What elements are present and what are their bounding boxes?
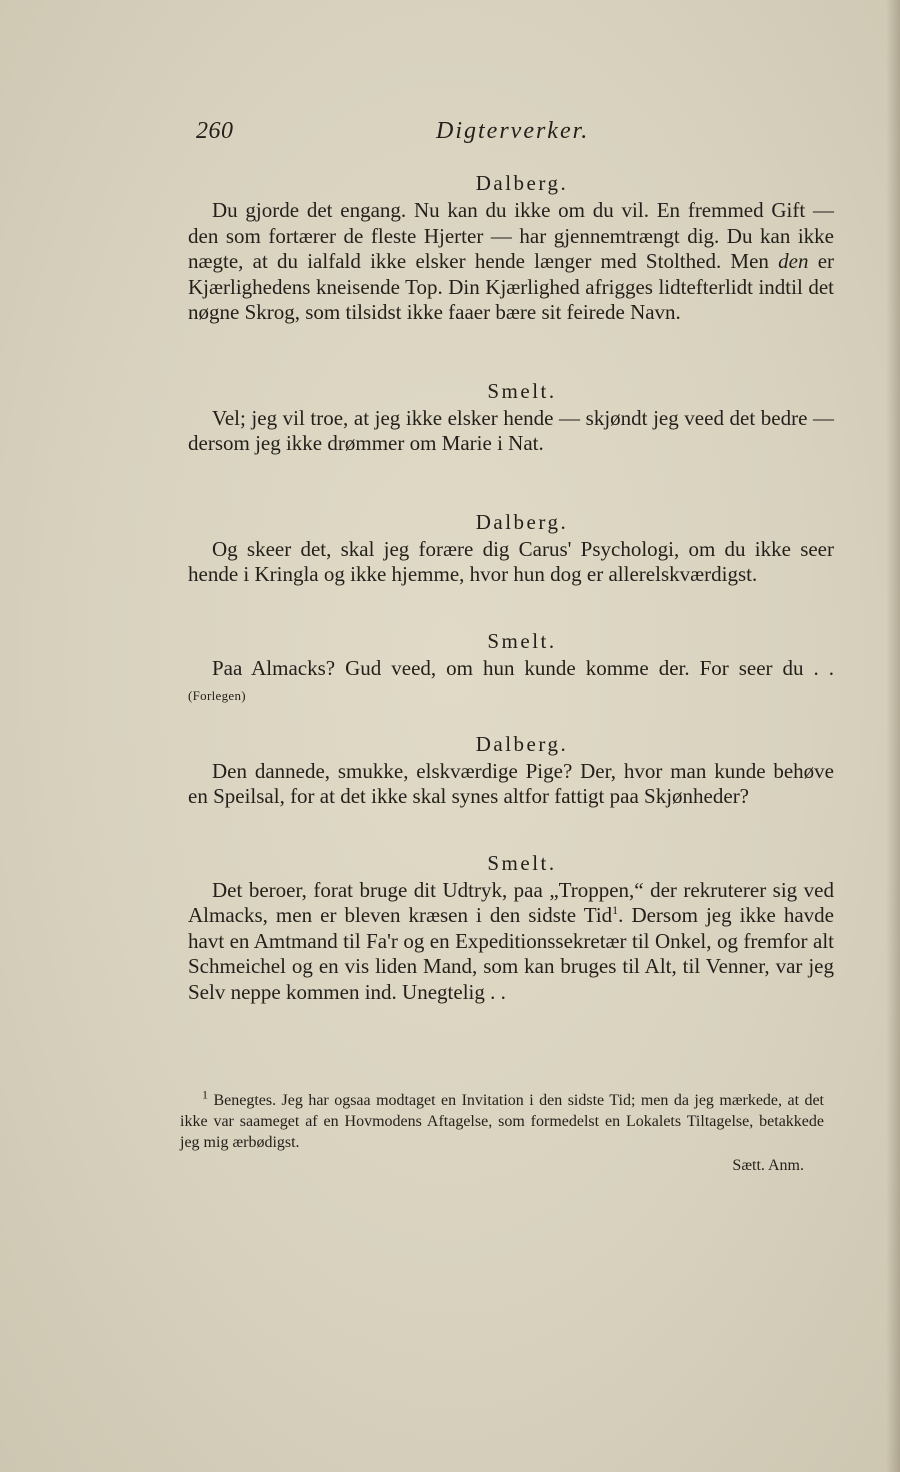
page-edge-shadow [886,0,900,1472]
footnote [180,1087,825,1176]
speech-text: Den dannede, smukke, elskværdige Pige? Der, hvor man kunde behøve en Speilsal, for at det ikke skal synes altfor fattigt paa Skjønheder? [188,758,834,808]
speaker-name: Smelt. [487,850,557,875]
footnote-reference[interactable]: 1 [612,903,619,917]
running-header [196,118,836,152]
speaker-name: Smelt. [487,378,557,403]
speech-text: Paa Almacks? Gud veed, om hun kunde komme der. For seer du . . (Forlegen) [188,655,834,703]
dialogue-block [188,729,834,810]
dialogue-block [188,168,834,326]
footnote-signature: Sætt. Anm. [732,1157,804,1174]
speaker-name: Smelt. [487,628,557,653]
speaker-name: Dalberg. [475,171,569,195]
speech-text: Og skeer det, skal jeg forære dig Carus' Psychologi, om du ikke seer hende i Kringla og ikke hjemme, hvor hun dog er allerelskværdigst. [188,536,834,586]
speech-text: Det beroer, forat bruge dit Udtryk, paa „Troppen,“ der rekruterer sig ved Almacks, men er bleven kræsen i den sidste Tid$^1$. Dersom jeg ikke havde havt en Amtmand til Fa'r og en Expeditionssekretær til Onkel, og fremfor alt Schmeichel og en vis liden Mand, som kan bruges til Alt, til Venner, var jeg Selv neppe kommen ind. Unegtelig . . [188,877,834,1004]
dialogue-block [188,376,834,457]
dialogue-body [188,168,834,1005]
emphasized-word: den [778,249,809,273]
dialogue-block [188,848,834,1006]
speech-text: Vel; jeg vil troe, at jeg ikke elsker hende — skjøndt jeg veed det bedre — dersom jeg ikke drømmer om Marie i Nat. [188,405,834,455]
speech-text: Du gjorde det engang. Nu kan du ikke om du vil. En fremmed Gift — den som fortærer de fleste Hjerter — har gjennemtrængt dig. Du kan ikke nægte, at du ialfald ikke elsker hende længer med Stolthed. Men den er Kjærlighedens kneisende Top. Din Kjærlighed afrigges lidtefterlidt indtil det nøgne Skrog, som tilsidst ikke faaer bære sit feirede Navn. [188,198,835,324]
footnote-text: $^1$ Benegtes. Jeg har ogsaa modtaget en Invitation i den sidste Tid; men da jeg mærkede, at det ikke var saameget af en Hovmodens Aftagelse, som formedelst en Lokalets Tiltagelse, betakkede jeg mig ærbødigst. [180,1087,825,1151]
dialogue-block [188,626,834,709]
speaker-name: Dalberg. [475,731,569,756]
running-title: Digterverker. [436,118,590,144]
dialogue-block [188,507,834,588]
speaker-name: Dalberg. [475,509,569,534]
footnote-mark: 1 [202,1087,208,1102]
page-number: 260 [196,118,234,144]
stage-direction: (Forlegen) [188,688,246,703]
